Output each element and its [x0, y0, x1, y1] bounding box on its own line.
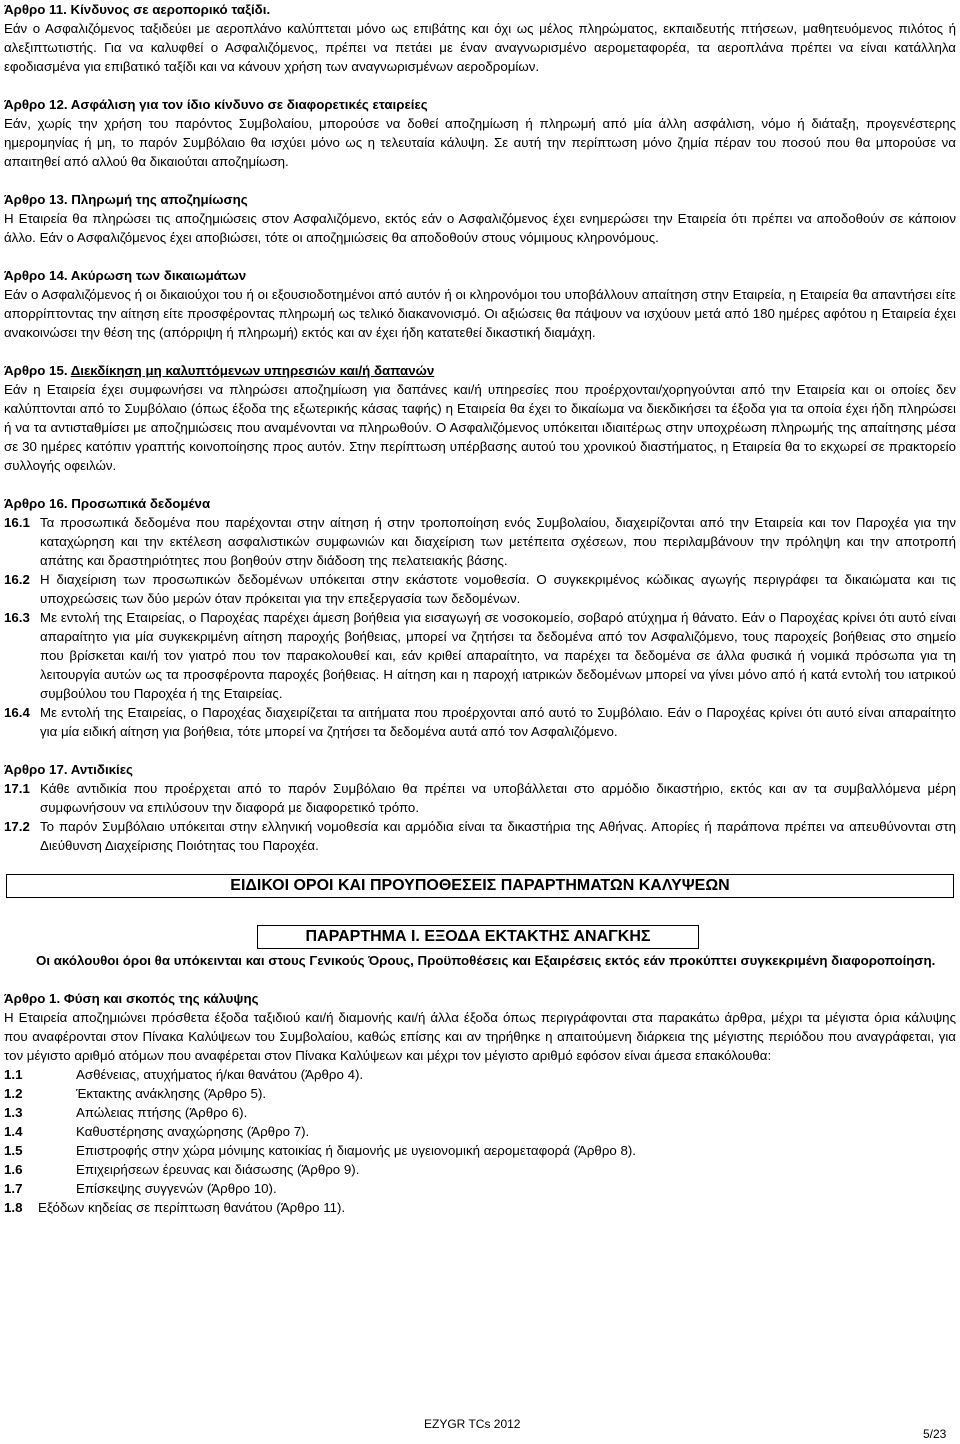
item-number: 16.3	[4, 610, 30, 625]
article-15	[4, 361, 956, 475]
item-text: Κάθε αντιδικία που προέρχεται από το παρόν Συμβόλαιο θα πρέπει να υποβάλλεται στο αρμόδιο δικαστήριο, εκτός και αν τα συμβαλλόμενα μέρη συμφωνήσουν να επιλύσουν την διαφορά με διαφορετικό τρόπο.	[40, 781, 956, 815]
heading-prefix: Άρθρο 15.	[4, 363, 71, 378]
article-14	[4, 266, 956, 342]
list-item	[4, 1179, 956, 1198]
list-item	[4, 1141, 956, 1160]
annex-subtitle: Οι ακόλουθοι όροι θα υπόκεινται και στους Γενικούς Όρους, Προϋποθέσεις και Εξαιρέσεις εκτός εάν προκύπτει συγκεκριμένη διαφοροποίηση.	[36, 953, 936, 968]
article-13	[4, 190, 956, 247]
item-number: 16.2	[4, 572, 30, 587]
article-heading: Άρθρο 16. Προσωπικά δεδομένα	[4, 496, 211, 511]
article-16	[4, 494, 956, 741]
heading-underlined: Διεκδίκηση μη καλυπτόμενων υπηρεσιών και/ή δαπανών	[70, 363, 435, 378]
article-17	[4, 760, 956, 855]
list-item	[4, 1103, 956, 1122]
item-text: Με εντολή της Εταιρείας, ο Παροχέας διαχειρίζεται τα αιτήματα που προέρχονται από αυτό το Συμβόλαιο. Εάν ο Παροχέας κρίνει ότι αυτό είναι απαραίτητο για μία ειδική αίτηση για βοήθεια, τότε μπορεί να ζητήσει τα δεδομένα αυτά από τον Ασφαλιζόμενο.	[40, 705, 956, 739]
item-text: Επιστροφής στην χώρα μόνιμης κατοικίας ή διαμονής με υγειονομική αερομεταφορά (Άρθρο 8).	[76, 1143, 637, 1158]
list-item	[4, 1065, 956, 1084]
annex-title-box: ΠΑΡΑΡΤΗΜΑ Ι. ΕΞΟΔΑ ΕΚΤΑΚΤΗΣ ΑΝΑΓΚΗΣ	[257, 925, 699, 949]
item-number: 1.6	[4, 1162, 23, 1177]
item-number: 1.7	[4, 1181, 23, 1196]
item-number: 17.1	[4, 781, 30, 796]
document-page	[4, 0, 956, 1236]
item-text: Τα προσωπικά δεδομένα που παρέχονται στην αίτηση ή στην τροποποίηση ενός Συμβολαίου, διαχειρίζονται από την Εταιρεία και τον Παροχέα για την καταχώρηση και την εκτέλεση ασφαλιστικών συμφωνιών και διαχείριση των μετέπειτα σχέσεων, που περιλαμβάνουν την πρόληψη και την αποτροπή απάτης και δραστηριότητες που βοηθούν στην διάδοση της πελατειακής βάσης.	[40, 515, 956, 568]
item-text: Επίσκεψης συγγενών (Άρθρο 10).	[76, 1181, 277, 1196]
article-text: Εάν, χωρίς την χρήση του παρόντος Συμβολαίου, μπορούσε να δοθεί αποζημίωση ή πληρωμή από μία άλλη ασφάλιση, νόμο ή διάταξη, προγενέστερης ημερομηνίας ή μη, το παρόν Συμβόλαιο θα ισχύει μόνο ως η τελευταία κάλυψη. Σε αυτή την περίπτωση μόνο ζημία πέραν του ποσού που θα μπορούσε να απαιτηθεί από αλλού θα δικαιούται αποζημίωση.	[4, 116, 956, 169]
list-item	[4, 1198, 956, 1217]
item-text: Έκτακτης ανάκλησης (Άρθρο 5).	[76, 1086, 267, 1101]
item-text: Απώλειας πτήσης (Άρθρο 6).	[76, 1105, 248, 1120]
article-heading: Άρθρο 14. Ακύρωση των δικαιωμάτων	[4, 268, 247, 283]
item-text: Ασθένειας, ατυχήματος ή/και θανάτου (Άρθρο 4).	[76, 1067, 364, 1082]
numbered-item	[4, 703, 956, 741]
item-number: 17.2	[4, 819, 30, 834]
numbered-item	[4, 608, 956, 703]
item-number: 16.1	[4, 515, 30, 530]
item-number: 1.5	[4, 1143, 23, 1158]
item-number: 1.4	[4, 1124, 23, 1139]
article-heading: Άρθρο 17. Αντιδικίες	[4, 762, 133, 777]
numbered-item	[4, 570, 956, 608]
article-12	[4, 95, 956, 171]
article-heading: Άρθρο 12. Ασφάλιση για τον ίδιο κίνδυνο σε διαφορετικές εταιρείες	[4, 97, 428, 112]
article-text: Εάν ο Ασφαλιζόμενος ή οι δικαιούχοι του ή οι εξουσιοδοτημένοι από αυτόν ή οι κληρονόμοι του υποβάλλουν απαίτηση στην Εταιρεία, η Εταιρεία θα απαντήσει είτε απορρίπτοντας την αίτηση είτε προσφέροντας πληρωμή ως τελικό διακανονισμό. Οι αξιώσεις θα πάψουν να ισχύουν μετά από 180 ημέρες αφότου η Εταιρεία έχει ανακοινώσει την θέση της (απόρριψη ή πληρωμή) εκτός και αν έχει ήδη κατατεθεί δικαστική διαμάχη.	[4, 287, 956, 340]
item-number: 1.2	[4, 1086, 23, 1101]
article-text: Εάν ο Ασφαλιζόμενος ταξιδεύει με αεροπλάνο καλύπτεται μόνο ως επιβάτης και όχι ως μέλος πληρώματος, εκπαιδευτής πτήσεων, μαθητευόμενος πιλότος ή αλεξιπτωτιστής. Για να καλυφθεί ο Ασφαλιζόμενος, πρέπει να πετάει με έναν αναγνωρισμένο αερομεταφορέα, τα αεροπλάνα πρέπει να είναι κατάλληλα εφοδιασμένα για επιβατικό ταξίδι και να κάνουν χρήση των αναγνωρισμένων αεροδρομίων.	[4, 21, 956, 74]
footer-document-code: EZYGR TCs 2012	[424, 1417, 521, 1431]
item-text: Με εντολή της Εταιρείας, ο Παροχέας παρέχει άμεση βοήθεια για εισαγωγή σε νοσοκομείο, σοβαρό ατύχημα ή θάνατο. Εάν ο Παροχέας κρίνει ότι αυτό είναι απαραίτητο για μία συγκεκριμένη αίτηση παροχής βοήθειας, μπορεί να ζητήσει τα δεδομένα από τον Ασφαλιζόμενο, τους παροχείς βοήθειας στο σημείο που βρίσκεται και/ή τον γιατρό που τον παρακολουθεί και, εάν κριθεί απαραίτητο, να παρέχει τα δεδομένα σε άλλα φυσικά ή νομικά πρόσωπα για τη λειτουργία αυτών ως τα προσφέροντα παροχές βοήθειας. Η αίτηση και η παροχή ιατρικών δεδομένων μπορεί να γίνει μόνο από ή κατά εντολή του ιατρικού συμβούλου του Παροχέα ή της Εταιρείας.	[40, 610, 956, 701]
article-text: Εάν η Εταιρεία έχει συμφωνήσει να πληρώσει αποζημίωση για δαπάνες και/ή υπηρεσίες που προέρχονται/χορηγούνται από την Εταιρεία και οι οποίες δεν καλύπτονται από το Συμβόλαιο (όπως έξοδα της εξωτερικής κάσας ταφής) η Εταιρεία θα έχει το δικαίωμα να διεκδικήσει τα έξοδα για τα οποία έχει ήδη πληρώσει ή να τα αντισταθμίσει με αποζημιώσεις που αναμένονται να πληρωθούν. Ο Ασφαλιζόμενος υπόκειται ιδιαιτέρως στην υποχρέωση πληρωμής της απαίτησης μέσα σε 30 ημέρες κατόπιν γραπτής κοινοποίησης προς αυτόν. Στην περίπτωση υπέρβασης αυτού του χρονικού διαστήματος, η Εταιρεία θα το εκχωρεί σε πρακτορείο συλλογής οφειλών.	[4, 382, 956, 473]
item-text: Επιχειρήσεων έρευνας και διάσωσης (Άρθρο 9).	[76, 1162, 360, 1177]
article-heading: Άρθρο 1. Φύση και σκοπός της κάλυψης	[4, 991, 259, 1006]
numbered-item	[4, 779, 956, 817]
article-heading: Άρθρο 11. Κίνδυνος σε αεροπορικό ταξίδι.	[4, 2, 271, 17]
item-text: Η διαχείριση των προσωπικών δεδομένων υπόκειται στην εκάστοτε νομοθεσία. Ο συγκεκριμένος κώδικας αγωγής περιγράφει τα δικαιώματα και τις υποχρεώσεις των δύο μερών όταν πρόκειται για την επεξεργασία των δεδομένων.	[40, 572, 956, 606]
annex-article-1	[4, 989, 956, 1217]
item-text: Εξόδων κηδείας σε περίπτωση θανάτου (Άρθρο 11).	[38, 1200, 346, 1215]
article-text: Η Εταιρεία αποζημιώνει πρόσθετα έξοδα ταξιδιού και/ή διαμονής και/ή άλλα έξοδα όπως περιγράφονται στα παρακάτω άρθρα, μέχρι τα μέγιστα όρια κάλυψης που αναφέρονται στον Πίνακα Καλύψεων του Συμβολαίου, καθώς επίσης και αν τηρήθηκε η απαιτούμενη διάρκεια της μέγιστης περιόδου που αναγράφεται, για τον μέγιστο αριθμό ατόμων που αναφέρεται στον Πίνακα Καλύψεων και μέχρι τον μέγιστο αριθμό εφόσον είναι άμεσα επακόλουθα:	[4, 1010, 956, 1063]
page-number: 5/23	[923, 1427, 947, 1441]
numbered-item	[4, 513, 956, 570]
item-number: 1.1	[4, 1067, 23, 1082]
section-title-box: ΕΙΔΙΚΟΙ ΟΡΟΙ ΚΑΙ ΠΡΟΥΠΟΘΕΣΕΙΣ ΠΑΡΑΡΤΗΜΑΤΩΝ ΚΑΛΥΨΕΩΝ	[6, 874, 954, 898]
item-number: 1.8	[4, 1200, 23, 1215]
list-item	[4, 1160, 956, 1179]
item-text: Καθυστέρησης αναχώρησης (Άρθρο 7).	[76, 1124, 310, 1139]
article-heading	[4, 361, 956, 380]
article-heading: Άρθρο 13. Πληρωμή της αποζημίωσης	[4, 192, 248, 207]
list-item	[4, 1084, 956, 1103]
item-number: 1.3	[4, 1105, 23, 1120]
article-text: Η Εταιρεία θα πληρώσει τις αποζημιώσεις στον Ασφαλιζόμενο, εκτός εάν ο Ασφαλιζόμενος έχει ενημερώσει την Εταιρεία ότι πρέπει να αποδοθούν σε κάποιον άλλο. Εάν ο Ασφαλιζόμενος έχει αποβιώσει, τότε οι αποζημιώσεις θα αποδοθούν στους νόμιμους κληρονόμους.	[4, 211, 956, 245]
article-11	[4, 0, 956, 76]
numbered-item	[4, 817, 956, 855]
list-item	[4, 1122, 956, 1141]
item-number: 16.4	[4, 705, 30, 720]
item-text: Το παρόν Συμβόλαιο υπόκειται στην ελληνική νομοθεσία και αρμόδια είναι τα δικαστήρια της Αθήνας. Απορίες ή παράπονα πρέπει να απευθύνονται στη Διεύθυνση Διαχείρισης Ποιότητας του Παροχέα.	[40, 819, 956, 853]
